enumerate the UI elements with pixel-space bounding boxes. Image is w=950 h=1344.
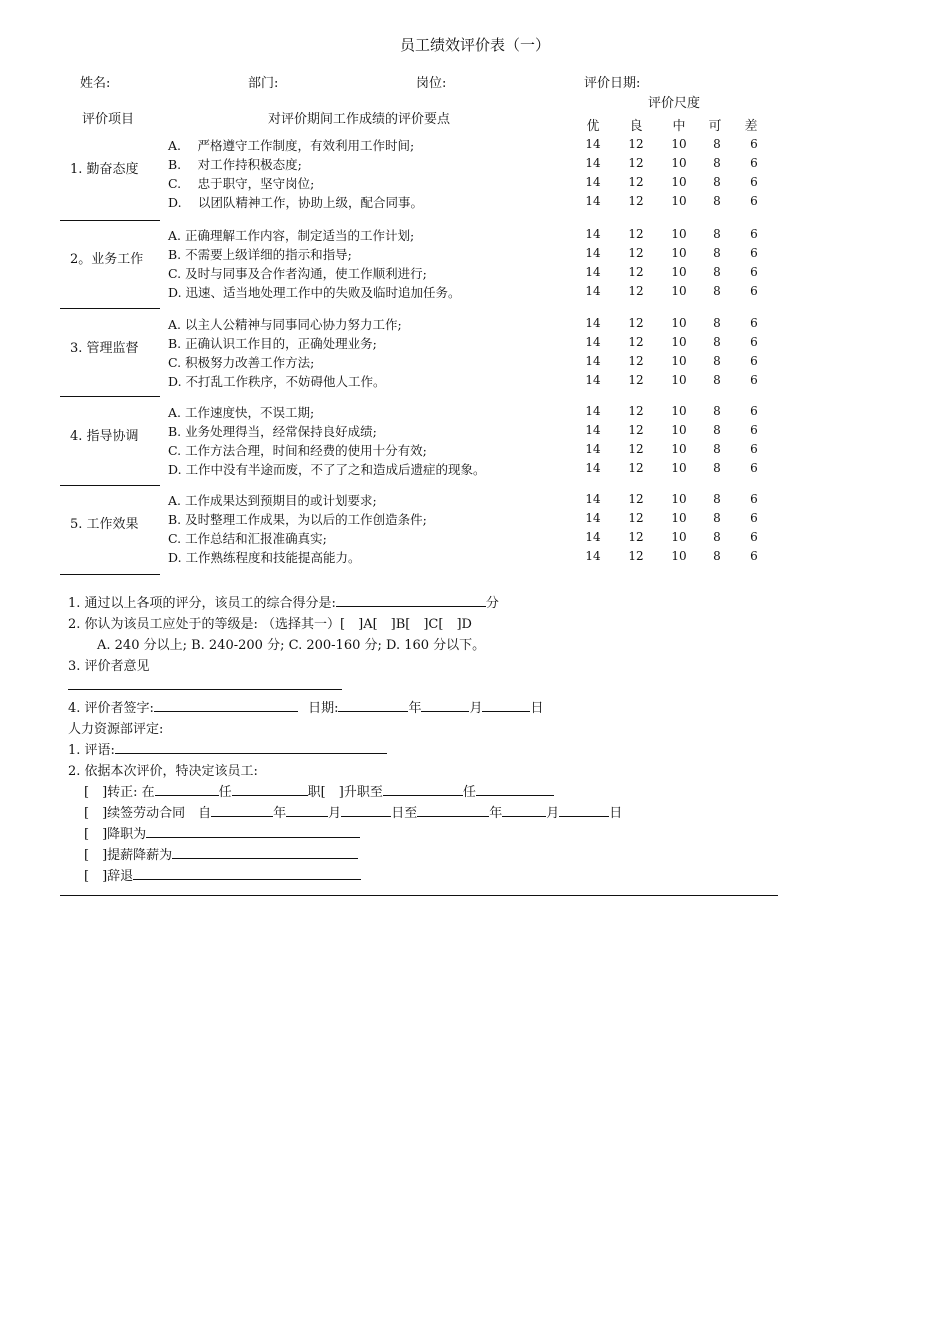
scale-header: 评价尺度 <box>648 96 701 111</box>
hr-comment-label: 1. 评语: <box>68 743 115 758</box>
score-excellent-4-b[interactable]: 14 <box>585 423 601 437</box>
score-fair-5-c[interactable]: 8 <box>713 530 721 544</box>
hr-decision-label: 2. 依据本次评价，特决定该员工: <box>68 764 258 779</box>
score-medium-2-a[interactable]: 10 <box>671 227 687 241</box>
section-label-3: 3. 管理监督 <box>70 340 139 356</box>
criterion-2-a: A. 正确理解工作内容，制定适当的工作计划; <box>168 228 415 243</box>
score-fair-5-b[interactable]: 8 <box>713 511 721 525</box>
evaluator-signature-row <box>68 697 544 716</box>
section-divider <box>60 485 160 486</box>
grade-choice-question[interactable]: 2. 你认为该员工应处于的等级是: （选择其一）[ ]A[ ]B[ ]C[ ]D <box>68 617 472 632</box>
renew-end-month-field[interactable] <box>502 802 546 817</box>
criterion-4-d: D. 工作中没有半途而废，不了了之和造成后遗症的现象。 <box>168 462 486 477</box>
score-good-2-c[interactable]: 12 <box>628 265 644 279</box>
score-excellent-3-a[interactable]: 14 <box>585 316 601 330</box>
grade-choice-note: A. 240 分以上; B. 240-200 分; C. 200-160 分; D. 160 分以下。 <box>97 638 486 653</box>
score-excellent-2-d[interactable]: 14 <box>585 284 601 298</box>
score-poor-3-a[interactable]: 6 <box>750 316 758 330</box>
criterion-2-c: C. 及时与同事及合作者沟通，使工作顺利进行; <box>168 266 427 281</box>
score-fair-3-b[interactable]: 8 <box>713 335 721 349</box>
score-poor-5-c[interactable]: 6 <box>750 530 758 544</box>
total-score-field[interactable] <box>336 592 486 607</box>
score-good-5-b[interactable]: 12 <box>628 511 644 525</box>
eval-year-field[interactable] <box>338 697 408 712</box>
score-medium-3-b[interactable]: 10 <box>671 335 687 349</box>
hr-comment-field[interactable] <box>115 739 387 754</box>
criterion-1-a: A. 严格遵守工作制度，有效利用工作时间; <box>168 138 415 153</box>
regularize-position-field[interactable] <box>232 781 308 796</box>
dismiss-field[interactable] <box>133 865 361 880</box>
grade-good: 良 <box>629 119 643 134</box>
score-medium-5-c[interactable]: 10 <box>671 530 687 544</box>
total-score-unit: 分 <box>485 596 499 611</box>
total-score-row <box>68 592 499 611</box>
form-title: 员工绩效评价表（一） <box>399 36 550 54</box>
score-good-3-a[interactable]: 12 <box>628 316 644 330</box>
score-fair-2-b[interactable]: 8 <box>713 246 721 260</box>
criterion-2-d: D. 迅速、适当地处理工作中的失败及临时追加任务。 <box>168 285 461 300</box>
score-good-1-b[interactable]: 12 <box>628 156 644 170</box>
score-poor-2-b[interactable]: 6 <box>750 246 758 260</box>
renew-start-year-label: 年 <box>273 806 287 821</box>
score-good-1-a[interactable]: 12 <box>628 137 644 151</box>
option-demote-row[interactable] <box>84 823 360 842</box>
score-fair-3-d[interactable]: 8 <box>713 373 721 387</box>
renew-start-day-field[interactable] <box>341 802 391 817</box>
option-demote-label[interactable]: [ ]降职为 <box>84 827 147 842</box>
score-excellent-2-c[interactable]: 14 <box>585 265 601 279</box>
eval-date-label: 评价日期: <box>584 76 641 91</box>
score-poor-4-c[interactable]: 6 <box>750 442 758 456</box>
evaluator-signature-label: 4. 评价者签字: <box>68 701 154 716</box>
criterion-3-a: A. 以主人公精神与同事同心协力努力工作; <box>168 317 402 332</box>
score-fair-2-c[interactable]: 8 <box>713 265 721 279</box>
demote-position-field[interactable] <box>146 823 360 838</box>
promote-position-label: 任 <box>462 785 476 800</box>
score-fair-4-a[interactable]: 8 <box>713 404 721 418</box>
score-poor-1-c[interactable]: 6 <box>750 175 758 189</box>
score-fair-2-a[interactable]: 8 <box>713 227 721 241</box>
score-medium-4-d[interactable]: 10 <box>671 461 687 475</box>
score-fair-3-a[interactable]: 8 <box>713 316 721 330</box>
score-excellent-5-a[interactable]: 14 <box>585 492 601 506</box>
score-excellent-5-b[interactable]: 14 <box>585 511 601 525</box>
promote-position-field[interactable] <box>476 781 554 796</box>
score-good-2-d[interactable]: 12 <box>628 284 644 298</box>
regularize-position-label: 任 <box>218 785 232 800</box>
score-poor-1-a[interactable]: 6 <box>750 137 758 151</box>
score-excellent-3-c[interactable]: 14 <box>585 354 601 368</box>
renew-end-day-label: 日 <box>609 806 623 821</box>
option-regularize-row[interactable] <box>84 781 554 800</box>
score-good-5-d[interactable]: 12 <box>628 549 644 563</box>
score-good-4-d[interactable]: 12 <box>628 461 644 475</box>
criterion-3-d: D. 不打乱工作秩序，不妨碍他人工作。 <box>168 374 386 389</box>
score-excellent-2-b[interactable]: 14 <box>585 246 601 260</box>
score-fair-4-b[interactable]: 8 <box>713 423 721 437</box>
grade-poor: 差 <box>744 119 758 134</box>
name-label: 姓名: <box>80 76 111 91</box>
renew-end-day-field[interactable] <box>559 802 609 817</box>
score-poor-5-d[interactable]: 6 <box>750 549 758 563</box>
eval-day-label: 日 <box>530 701 544 716</box>
score-good-1-d[interactable]: 12 <box>628 194 644 208</box>
score-good-4-c[interactable]: 12 <box>628 442 644 456</box>
score-poor-3-d[interactable]: 6 <box>750 373 758 387</box>
renew-start-year-field[interactable] <box>211 802 273 817</box>
score-medium-3-d[interactable]: 10 <box>671 373 687 387</box>
score-excellent-1-a[interactable]: 14 <box>585 137 601 151</box>
score-fair-4-d[interactable]: 8 <box>713 461 721 475</box>
criteria-column-header: 对评价期间工作成绩的评价要点 <box>268 112 451 127</box>
renew-end-year-field[interactable] <box>417 802 489 817</box>
score-good-1-c[interactable]: 12 <box>628 175 644 189</box>
score-fair-5-a[interactable]: 8 <box>713 492 721 506</box>
score-fair-2-d[interactable]: 8 <box>713 284 721 298</box>
score-poor-4-a[interactable]: 6 <box>750 404 758 418</box>
renew-end-month-label: 月 <box>546 806 560 821</box>
option-renew-contract-label[interactable]: [ ]续签劳动合同 自 <box>84 806 212 821</box>
criterion-3-b: B. 正确认识工作目的，正确处理业务; <box>168 336 377 351</box>
option-salary-change-row[interactable] <box>84 844 358 863</box>
score-poor-5-b[interactable]: 6 <box>750 511 758 525</box>
score-good-4-a[interactable]: 12 <box>628 404 644 418</box>
eval-month-field[interactable] <box>421 697 469 712</box>
criterion-4-b: B. 业务处理得当，经常保持良好成绩; <box>168 424 377 439</box>
score-excellent-2-a[interactable]: 14 <box>585 227 601 241</box>
score-excellent-4-d[interactable]: 14 <box>585 461 601 475</box>
score-medium-5-b[interactable]: 10 <box>671 511 687 525</box>
hr-assessment-title: 人力资源部评定: <box>68 722 164 737</box>
score-excellent-5-d[interactable]: 14 <box>585 549 601 563</box>
section-divider <box>60 396 160 397</box>
salary-change-field[interactable] <box>172 844 358 859</box>
regularize-dept-field[interactable] <box>155 781 219 796</box>
score-poor-1-d[interactable]: 6 <box>750 194 758 208</box>
section-divider <box>60 308 160 309</box>
option-salary-change-label[interactable]: [ ]提薪降薪为 <box>84 848 173 863</box>
score-excellent-1-b[interactable]: 14 <box>585 156 601 170</box>
score-poor-2-d[interactable]: 6 <box>750 284 758 298</box>
criterion-2-b: B. 不需要上级详细的指示和指导; <box>168 247 352 262</box>
score-medium-1-b[interactable]: 10 <box>671 156 687 170</box>
score-medium-2-d[interactable]: 10 <box>671 284 687 298</box>
score-excellent-4-a[interactable]: 14 <box>585 404 601 418</box>
score-fair-5-d[interactable]: 8 <box>713 549 721 563</box>
score-excellent-1-c[interactable]: 14 <box>585 175 601 189</box>
score-good-2-a[interactable]: 12 <box>628 227 644 241</box>
score-medium-1-c[interactable]: 10 <box>671 175 687 189</box>
hr-comment-row <box>68 739 387 758</box>
bottom-rule <box>60 895 778 896</box>
score-medium-4-c[interactable]: 10 <box>671 442 687 456</box>
option-dismiss-row[interactable] <box>84 865 361 884</box>
renew-start-month-label: 月 <box>328 806 342 821</box>
score-poor-4-b[interactable]: 6 <box>750 423 758 437</box>
score-excellent-5-c[interactable]: 14 <box>585 530 601 544</box>
criterion-5-b: B. 及时整理工作成果，为以后的工作创造条件; <box>168 512 427 527</box>
option-renew-contract-row[interactable] <box>84 802 622 821</box>
grade-fair: 可 <box>708 119 722 134</box>
score-medium-4-b[interactable]: 10 <box>671 423 687 437</box>
section-divider <box>60 574 160 575</box>
score-excellent-3-d[interactable]: 14 <box>585 373 601 387</box>
score-good-3-b[interactable]: 12 <box>628 335 644 349</box>
score-fair-1-a[interactable]: 8 <box>713 137 721 151</box>
section-label-1: 1. 勤奋态度 <box>70 161 139 177</box>
score-good-2-b[interactable]: 12 <box>628 246 644 260</box>
criterion-1-d: D. 以团队精神工作，协助上级，配合同事。 <box>168 195 424 210</box>
item-column-header: 评价项目 <box>82 112 135 127</box>
score-medium-4-a[interactable]: 10 <box>671 404 687 418</box>
section-label-4: 4. 指导协调 <box>70 428 139 444</box>
total-score-label: 1. 通过以上各项的评分，该员工的综合得分是: <box>68 596 336 611</box>
criterion-4-c: C. 工作方法合理，时间和经费的使用十分有效; <box>168 443 427 458</box>
evaluator-opinion-field[interactable] <box>68 689 342 690</box>
grade-medium: 中 <box>672 119 686 134</box>
score-fair-1-d[interactable]: 8 <box>713 194 721 208</box>
score-fair-4-c[interactable]: 8 <box>713 442 721 456</box>
renew-end-year-label: 年 <box>489 806 503 821</box>
score-fair-3-c[interactable]: 8 <box>713 354 721 368</box>
option-dismiss-label[interactable]: [ ]辞退 <box>84 869 134 884</box>
renew-start-month-field[interactable] <box>286 802 328 817</box>
score-good-3-c[interactable]: 12 <box>628 354 644 368</box>
criterion-5-c: C. 工作总结和汇报准确真实; <box>168 531 327 546</box>
score-poor-3-c[interactable]: 6 <box>750 354 758 368</box>
post-label: 岗位: <box>416 76 447 91</box>
score-medium-3-a[interactable]: 10 <box>671 316 687 330</box>
eval-year-label: 年 <box>408 701 422 716</box>
section-label-5: 5. 工作效果 <box>70 516 139 532</box>
option-regularize-label[interactable]: [ ]转正: 在 <box>84 785 155 800</box>
dept-label: 部门: <box>248 76 279 91</box>
eval-month-label: 月 <box>469 701 483 716</box>
section-divider <box>60 220 160 221</box>
score-medium-2-b[interactable]: 10 <box>671 246 687 260</box>
renew-start-day-label: 日至 <box>391 806 418 821</box>
score-fair-1-c[interactable]: 8 <box>713 175 721 189</box>
score-excellent-3-b[interactable]: 14 <box>585 335 601 349</box>
eval-day-field[interactable] <box>482 697 530 712</box>
score-poor-3-b[interactable]: 6 <box>750 335 758 349</box>
score-medium-5-a[interactable]: 10 <box>671 492 687 506</box>
score-medium-1-a[interactable]: 10 <box>671 137 687 151</box>
score-good-5-a[interactable]: 12 <box>628 492 644 506</box>
score-good-3-d[interactable]: 12 <box>628 373 644 387</box>
score-poor-2-a[interactable]: 6 <box>750 227 758 241</box>
score-medium-5-d[interactable]: 10 <box>671 549 687 563</box>
score-poor-1-b[interactable]: 6 <box>750 156 758 170</box>
score-medium-2-c[interactable]: 10 <box>671 265 687 279</box>
criterion-3-c: C. 积极努力改善工作方法; <box>168 355 315 370</box>
score-medium-3-c[interactable]: 10 <box>671 354 687 368</box>
section-label-2: 2。业务工作 <box>70 251 144 267</box>
score-poor-5-a[interactable]: 6 <box>750 492 758 506</box>
option-promote-label[interactable]: 职[ ]升职至 <box>307 785 383 800</box>
grade-excellent: 优 <box>586 119 600 134</box>
criterion-4-a: A. 工作速度快，不误工期; <box>168 405 315 420</box>
score-excellent-1-d[interactable]: 14 <box>585 194 601 208</box>
score-excellent-4-c[interactable]: 14 <box>585 442 601 456</box>
evaluator-signature-field[interactable] <box>154 697 298 712</box>
criterion-5-a: A. 工作成果达到预期目的或计划要求; <box>168 493 377 508</box>
score-good-5-c[interactable]: 12 <box>628 530 644 544</box>
score-fair-1-b[interactable]: 8 <box>713 156 721 170</box>
score-medium-1-d[interactable]: 10 <box>671 194 687 208</box>
score-good-4-b[interactable]: 12 <box>628 423 644 437</box>
criterion-5-d: D. 工作熟练程度和技能提高能力。 <box>168 550 361 565</box>
score-poor-4-d[interactable]: 6 <box>750 461 758 475</box>
criterion-1-b: B. 对工作持积极态度; <box>168 157 302 172</box>
evaluation-date-label: 日期: <box>308 701 339 716</box>
criterion-1-c: C. 忠于职守，坚守岗位; <box>168 176 315 191</box>
score-poor-2-c[interactable]: 6 <box>750 265 758 279</box>
evaluator-opinion-label: 3. 评价者意见 <box>68 659 150 674</box>
promote-dept-field[interactable] <box>383 781 463 796</box>
